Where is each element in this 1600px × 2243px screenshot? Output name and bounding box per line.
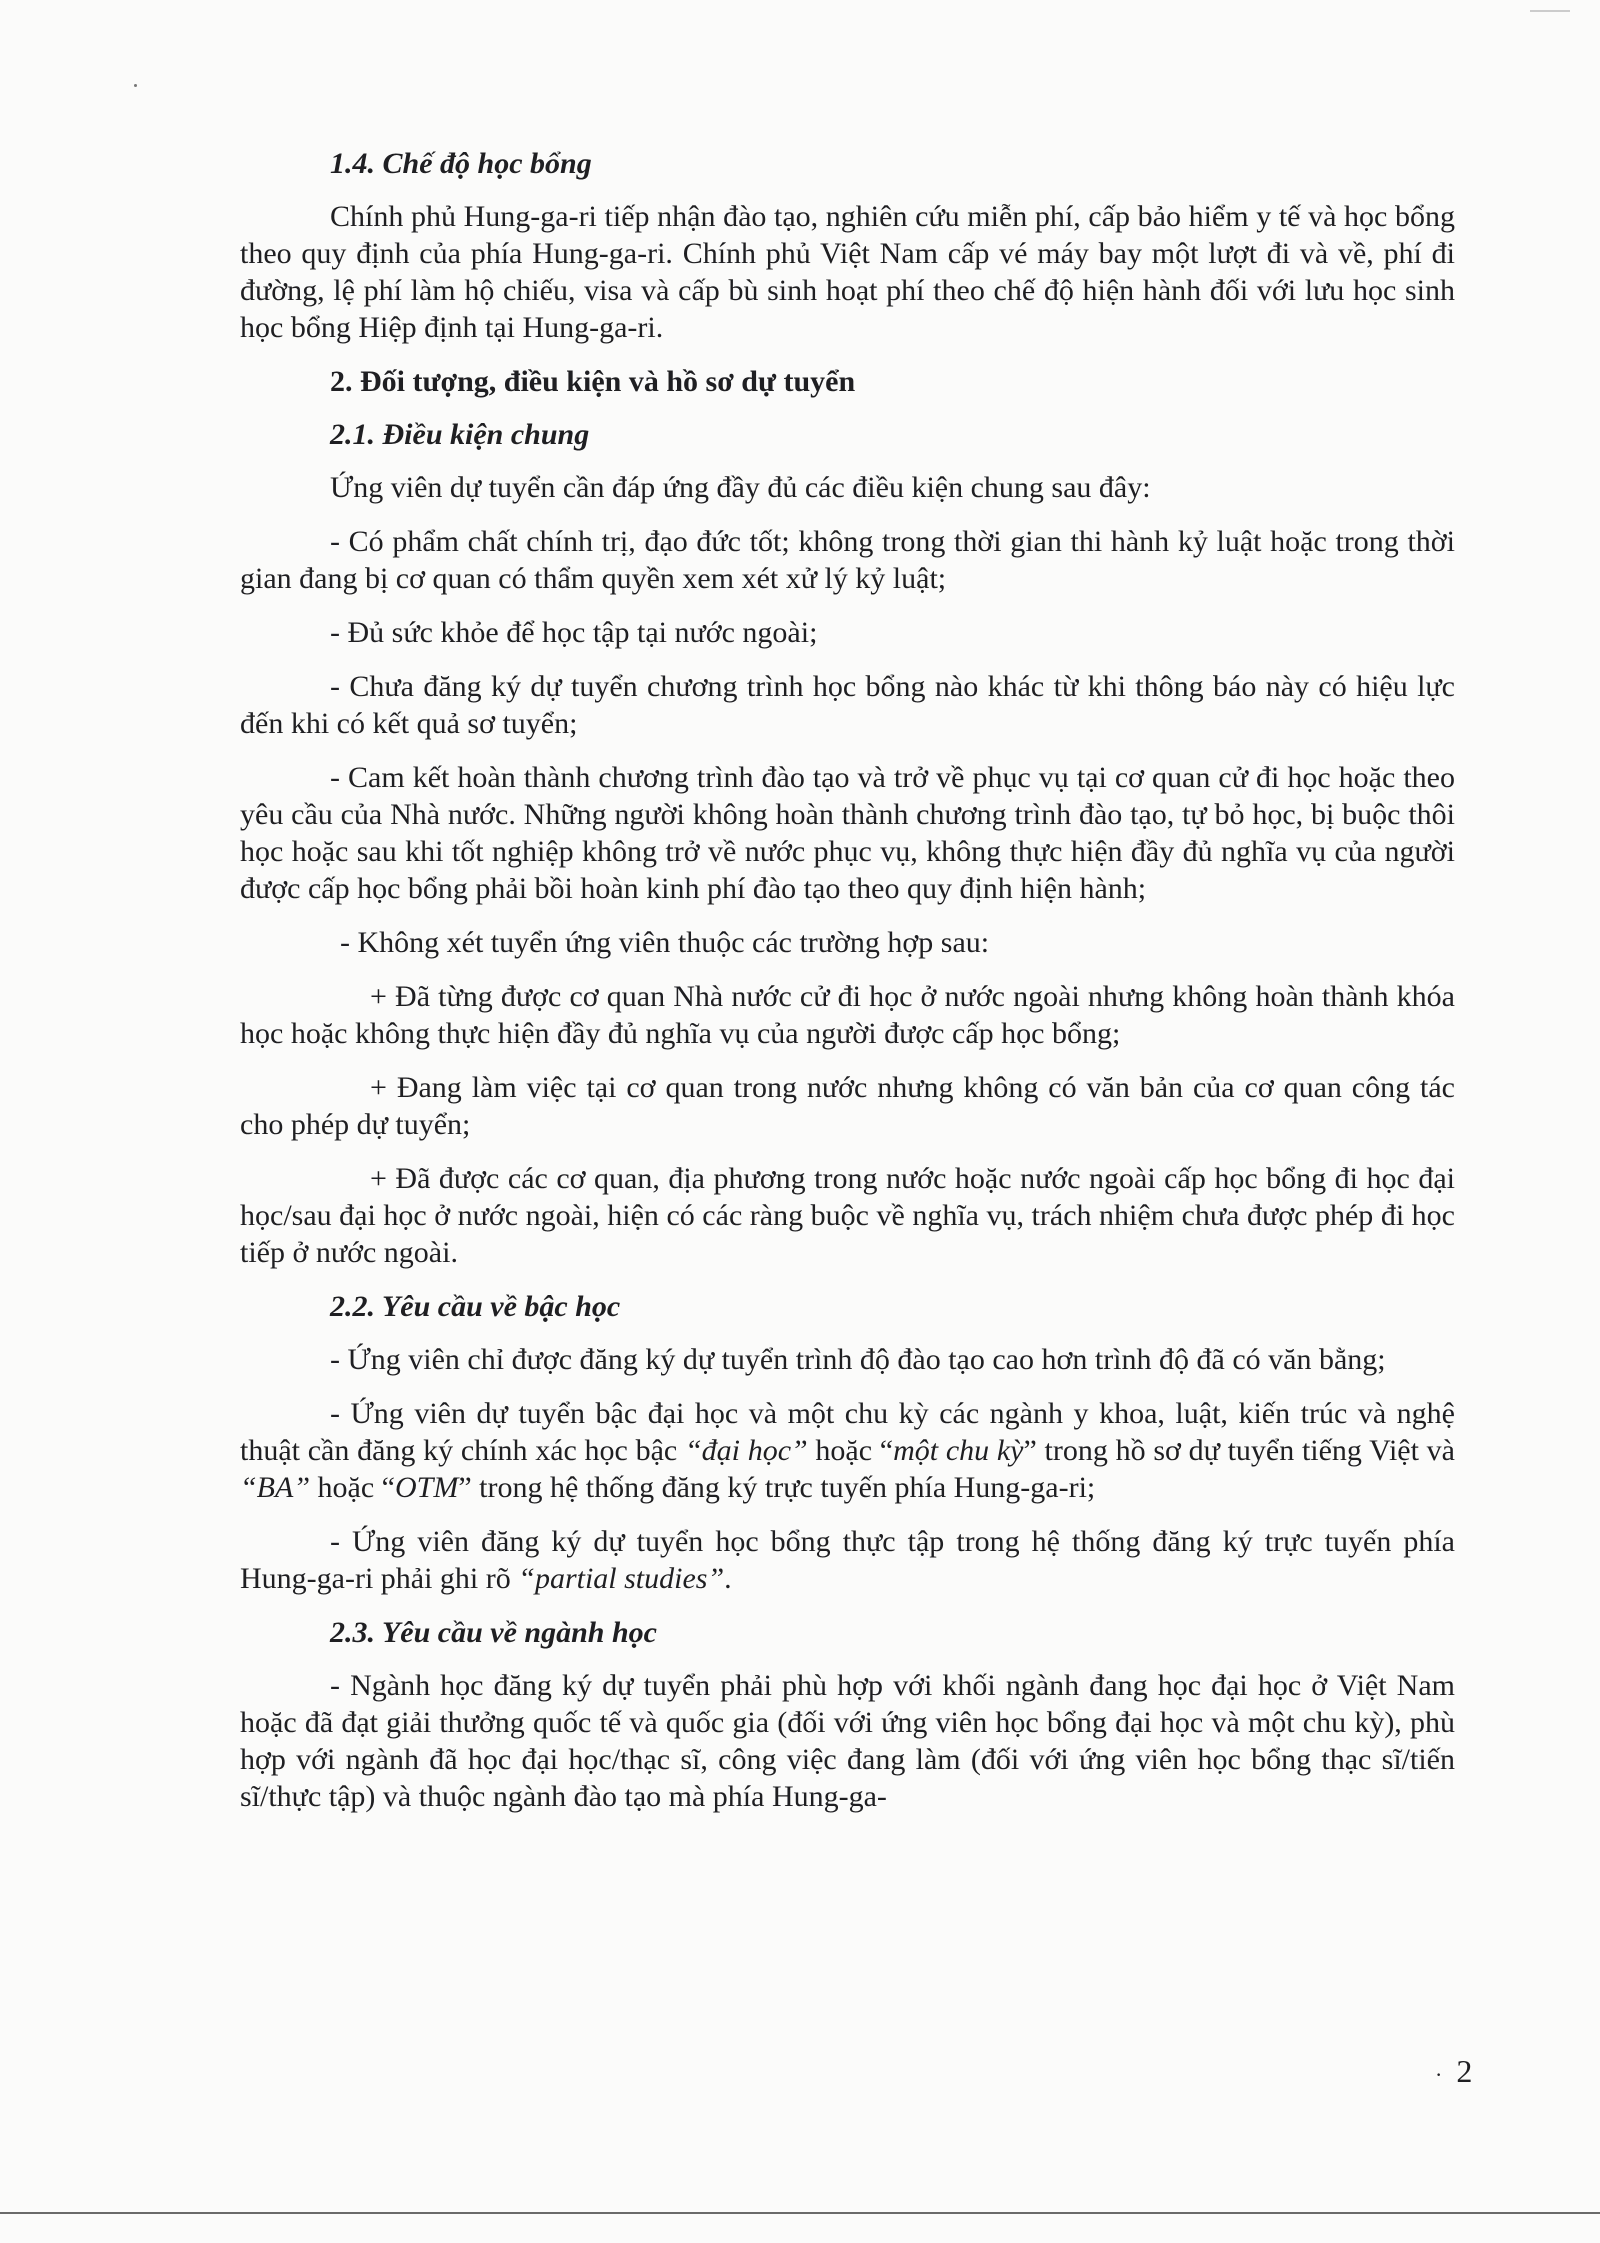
text-run: hoặc “ [807,1434,894,1467]
text-run: hoặc “ [310,1471,395,1504]
document-body [240,145,1455,1832]
condition-item: - Đủ sức khỏe để học tập tại nước ngoài; [330,616,818,649]
quoted-term: “đại học” [684,1434,808,1467]
major-requirement-item: - Ngành học đăng ký dự tuyển phải phù hợp với khối ngành đang học đại học ở Việt Nam hoặc đã đạt giải thưởng quốc tế và quốc gia (đối với ứng viên học bổng đại học và một chu kỳ), phù hợp với ngành đã học đại học/thạc sĩ, công việc đang làm (đối với ứng viên học bổng thạc sĩ/tiến sĩ/thực tập) và thuộc ngành đào tạo mà phía Hung-ga- [240,1669,1455,1813]
text-run: ” trong hệ thống đăng ký trực tuyến phía Hung-ga-ri; [458,1471,1096,1504]
section-2-heading: 2. Đối tượng, điều kiện và hồ sơ dự tuyển [330,365,856,398]
condition-item: - Có phẩm chất chính trị, đạo đức tốt; không trong thời gian thi hành kỷ luật hoặc trong thời gian đang bị cơ quan có thẩm quyền xem xét xử lý kỷ luật; [240,525,1455,595]
text-run: - Ứng viên đăng ký dự tuyển học bổng thực tập trong hệ thống đăng ký trực tuyến phía Hung-ga-ri phải ghi rõ [240,1525,1455,1595]
quoted-term: “partial studies” [518,1562,725,1595]
level-requirement-item: - Ứng viên chỉ được đăng ký dự tuyển trình độ đào tạo cao hơn trình độ đã có văn bằng; [330,1343,1386,1376]
exclusion-item: + Đã từng được cơ quan Nhà nước cử đi học ở nước ngoài nhưng không hoàn thành khóa học hoặc không thực hiện đầy đủ nghĩa vụ của người được cấp học bổng; [240,980,1455,1050]
scan-speck [1530,10,1570,12]
section-2-3-heading: 2.3. Yêu cầu về ngành học [330,1616,657,1649]
text-run: ” trong hồ sơ dự tuyển tiếng Việt và [1023,1434,1455,1467]
section-1-4-heading: 1.4. Chế độ học bổng [330,147,592,180]
condition-item: - Chưa đăng ký dự tuyển chương trình học bổng nào khác từ khi thông báo này có hiệu lực đến khi có kết quả sơ tuyển; [240,670,1455,740]
exclusion-item: + Đang làm việc tại cơ quan trong nước nhưng không có văn bản của cơ quan công tác cho phép dự tuyển; [240,1071,1455,1141]
page-number-value: 2 [1456,2053,1473,2089]
exclusion-intro: - Không xét tuyển ứng viên thuộc các trường hợp sau: [340,926,990,959]
section-2-1-heading: 2.1. Điều kiện chung [330,418,590,451]
quoted-term: một chu kỳ [893,1434,1024,1467]
page-number [1435,2053,1472,2090]
quoted-term: OTM [394,1471,459,1504]
level-requirement-item [240,1395,1455,1506]
scan-speck [134,84,137,87]
condition-item: - Cam kết hoàn thành chương trình đào tạo và trở về phục vụ tại cơ quan cử đi học hoặc theo yêu cầu của Nhà nước. Những người không hoàn thành chương trình đào tạo, tự bỏ học, bị buộc thôi học hoặc sau khi tốt nghiệp không trở về nước phục vụ, không thực hiện đầy đủ nghĩa vụ của người được cấp học bổng phải bồi hoàn kinh phí đào tạo theo quy định hiện hành; [240,761,1455,905]
section-2-2-heading: 2.2. Yêu cầu về bậc học [330,1290,621,1323]
bottom-rule [0,2212,1600,2214]
text-run: - Ứng viên dự tuyển bậc đại học và một chu kỳ các ngành y khoa, luật, kiến trúc và nghệ thuật cần đăng ký chính xác học bậc [240,1397,1455,1467]
quoted-term: “BA” [240,1471,311,1504]
page-number-dot: · [1435,2061,1443,2087]
section-2-1-intro: Ứng viên dự tuyển cần đáp ứng đầy đủ các điều kiện chung sau đây: [330,471,1151,504]
exclusion-item: + Đã được các cơ quan, địa phương trong nước hoặc nước ngoài cấp học bổng đi học đại học/sau đại học ở nước ngoài, hiện có các ràng buộc về nghĩa vụ, trách nhiệm chưa được phép đi học tiếp ở nước ngoài. [240,1162,1455,1269]
level-requirement-item [240,1523,1455,1597]
section-1-4-paragraph: Chính phủ Hung-ga-ri tiếp nhận đào tạo, nghiên cứu miễn phí, cấp bảo hiểm y tế và học bổng theo quy định của phía Hung-ga-ri. Chính phủ Việt Nam cấp vé máy bay một lượt đi và về, phí đi đường, lệ phí làm hộ chiếu, visa và cấp bù sinh hoạt phí theo chế độ hiện hành đối với lưu học sinh học bổng Hiệp định tại Hung-ga-ri. [240,200,1455,344]
text-run: . [724,1562,732,1595]
